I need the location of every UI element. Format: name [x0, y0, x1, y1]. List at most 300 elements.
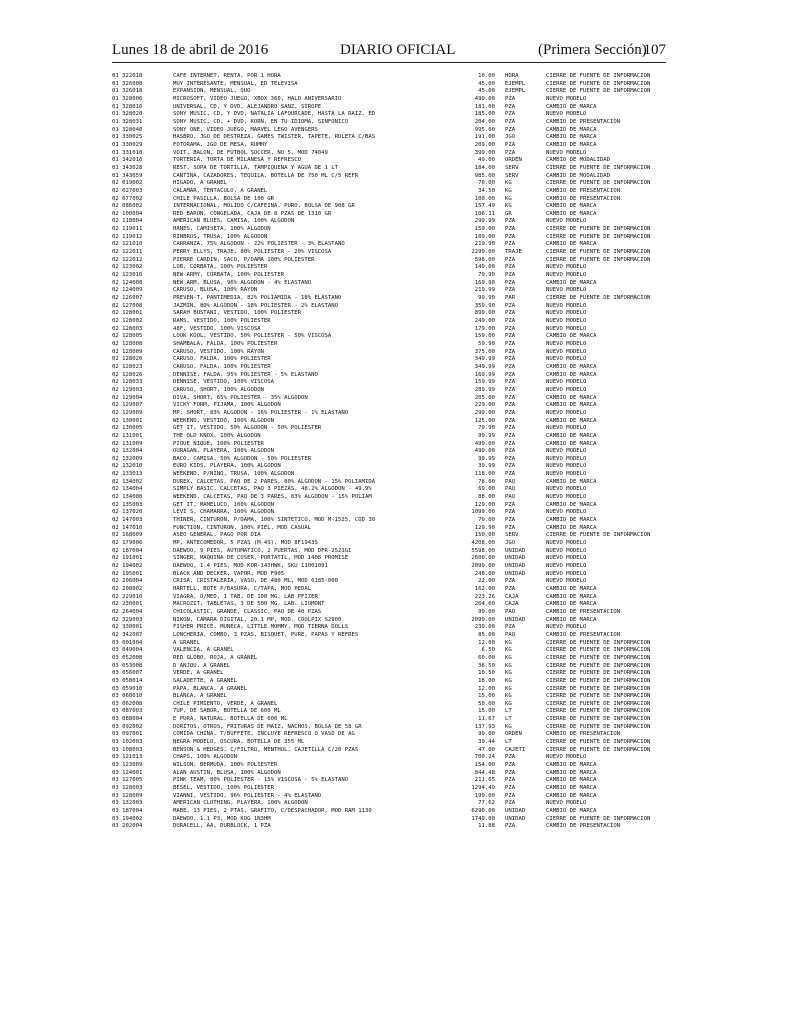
table-row: [112, 127, 672, 135]
row-unit: PZA: [505, 333, 516, 340]
row-description: PIQUE NIQUE, 100% POLIESTER: [173, 440, 264, 447]
row-unit: PZA: [505, 432, 516, 439]
row-price: 50.00: [478, 700, 495, 707]
table-row: [112, 249, 672, 257]
row-price: 69.00: [478, 486, 495, 493]
row-reason: CAMBIO DE PRESENTACION: [546, 195, 621, 202]
row-reason: CAMBIO DE MODALIDAD: [546, 157, 610, 164]
row-code: 02 122011: [112, 249, 143, 256]
row-description: DAEWOO, 1.4 PIES, MOD KOR-143HWK, SKU 11001091: [173, 563, 328, 569]
row-description: A GRANEL: [173, 639, 200, 646]
table-row: [112, 663, 672, 671]
row-unit: KG: [505, 654, 512, 661]
row-code: 02 121010: [112, 241, 143, 248]
row-code: 02 229010: [112, 593, 143, 600]
row-price: 99.00: [478, 608, 495, 615]
row-code: 02 128001: [112, 310, 143, 317]
row-unit: TRAJE: [505, 249, 522, 256]
row-reason: CAMBIO DE MARCA: [546, 785, 597, 792]
row-price: 1294.49: [471, 785, 495, 792]
row-code: 02 342007: [112, 631, 143, 638]
row-price: 159.00: [474, 333, 495, 340]
row-reason: NUEVO MODELO: [546, 356, 587, 363]
row-price: 11.88: [478, 823, 495, 830]
table-row: [112, 793, 672, 801]
row-unit: PZA: [505, 149, 516, 156]
row-code: 02 126007: [112, 295, 143, 302]
row-description: VIANNI, VESTIDO, 96% POLIESTER - 4% ELASTANO: [173, 792, 322, 799]
row-description: DIVA, SHORT, 65% POLIESTER - 35% ALGODON: [173, 394, 308, 401]
row-code: 03 060010: [112, 693, 143, 700]
table-row: [112, 678, 672, 686]
table-row: [112, 157, 672, 165]
row-price: 49.00: [478, 157, 495, 164]
row-code: 03 128009: [112, 792, 143, 799]
row-reason: CAMBIO DE MARCA: [546, 524, 597, 531]
row-reason: NUEVO MODELO: [546, 386, 587, 393]
table-row: [112, 341, 672, 349]
row-code: 02 179006: [112, 540, 143, 547]
row-code: 01 342016: [112, 157, 143, 164]
table-row: [112, 96, 672, 104]
row-code: 02 137020: [112, 509, 143, 516]
row-unit: KG: [505, 693, 512, 700]
row-code: 03 056007: [112, 670, 143, 677]
row-unit: PAQ: [505, 494, 516, 501]
row-reason: CAMBIO DE MARCA: [546, 363, 597, 370]
row-reason: NUEVO MODELO: [546, 340, 587, 347]
row-code: 02 019002: [112, 180, 143, 187]
row-unit: PZA: [505, 409, 516, 416]
table-row: [112, 586, 672, 594]
row-code: 01 330025: [112, 134, 143, 141]
row-price: 150.00: [474, 532, 495, 539]
table-row: [112, 280, 672, 288]
row-code: 01 343059: [112, 172, 143, 179]
row-description: SIMPLY BASIC, CALCETAS, PAQ 3 PIEZAS, 48.2% ALGODON - 49.9%: [173, 486, 372, 493]
table-row: [112, 318, 672, 326]
row-description: LEVI´S, CHAMARRA, 100% ALGODON: [173, 509, 275, 516]
row-code: 03 127005: [112, 777, 143, 784]
row-unit: EJEMPL: [505, 88, 526, 95]
row-code: 02 132004: [112, 448, 143, 455]
row-code: 02 131009: [112, 440, 143, 447]
row-price: 34.50: [478, 187, 495, 194]
table-row: [112, 770, 672, 778]
row-reason: CIERRE DE FUENTE DE INFORMACION: [546, 662, 651, 669]
row-unit: PZA: [505, 103, 516, 110]
row-unit: CAJETI: [505, 746, 526, 753]
table-row: [112, 816, 672, 824]
row-unit: PZA: [505, 340, 516, 347]
row-price: 10.50: [478, 670, 495, 677]
row-description: AMERICAN CLOTHING, PLAYERA, 100% ALGODON: [173, 800, 308, 807]
row-price: 149.00: [474, 264, 495, 271]
row-price: 77.62: [478, 800, 495, 807]
row-code: 03 097001: [112, 731, 143, 738]
row-unit: PZA: [505, 501, 516, 508]
row-description: NEGRA MODELO, OSCURA, BOTELLA DE 355 ML: [173, 739, 305, 746]
row-code: 03 194002: [112, 815, 143, 822]
row-unit: PZA: [505, 394, 516, 401]
row-price: 10.00: [478, 73, 495, 79]
row-reason: NUEVO MODELO: [546, 95, 587, 102]
row-reason: CAMBIO DE MARCA: [546, 769, 597, 776]
table-row: [112, 333, 672, 341]
row-unit: ORDEN: [505, 731, 522, 738]
row-unit: CAJA: [505, 601, 519, 608]
row-reason: CIERRE DE FUENTE DE INFORMACION: [546, 233, 651, 240]
row-price: 399.00: [474, 149, 495, 156]
row-description: RINBROS, TRUSA, 100% ALGODON: [173, 233, 268, 240]
row-code: 02 134008: [112, 494, 143, 501]
row-price: 223.26: [474, 593, 495, 600]
row-code: 02 131001: [112, 432, 143, 439]
row-code: 02 187004: [112, 547, 143, 554]
row-reason: NUEVO MODELO: [546, 540, 587, 547]
row-price: 129.00: [474, 501, 495, 508]
row-description: VIAGRA, O/MED, 1 TAB, DE 100 MG, LAB PFIZER: [173, 593, 318, 600]
row-code: 02 194002: [112, 563, 143, 569]
row-reason: CAMBIO DE MARCA: [546, 440, 597, 447]
row-unit: PZA: [505, 226, 516, 233]
row-price: 375.00: [474, 348, 495, 355]
row-reason: CAMBIO DE MARCA: [546, 371, 597, 378]
header-section: (Primera Sección): [538, 42, 647, 58]
row-reason: CIERRE DE FUENTE DE INFORMACION: [546, 815, 651, 822]
row-price: 2099.00: [471, 616, 495, 623]
row-reason: NUEVO MODELO: [546, 287, 587, 294]
row-code: 02 134002: [112, 478, 143, 485]
row-price: 1099.00: [471, 509, 495, 516]
row-code: 02 329003: [112, 616, 143, 623]
row-description: INTERNACIONAL, MOLIDO C/CAFEINA, PURO, BOLSA DE 908 GR: [173, 203, 355, 210]
row-description: CANTINA, CAZADORES, TEQUILA, BOTELLA DE 750 ML C/5 REFR: [173, 172, 359, 179]
row-description: BLACK AND DECKER, VAPOR, MOD F905: [173, 570, 285, 577]
row-reason: CIERRE DE FUENTE DE INFORMACION: [546, 73, 651, 79]
row-description: CARUSO, FALDA, 100% POLIESTER: [173, 363, 271, 370]
row-price: 184.00: [474, 164, 495, 171]
row-unit: PZA: [505, 785, 516, 792]
row-code: 01 326018: [112, 88, 143, 95]
row-description: EURO KIDS, PLAYERA, 100% ALGODON: [173, 463, 281, 470]
row-reason: NUEVO MODELO: [546, 325, 587, 332]
row-code: 01 328040: [112, 126, 143, 133]
table-row: [112, 395, 672, 403]
row-unit: PZA: [505, 379, 516, 386]
row-price: 78.00: [478, 478, 495, 485]
row-reason: NUEVO MODELO: [546, 264, 587, 271]
row-price: 499.00: [474, 440, 495, 447]
row-unit: PZA: [505, 318, 516, 324]
row-reason: CIERRE DE FUENTE DE INFORMACION: [546, 249, 651, 256]
row-reason: CIERRE DE FUENTE DE INFORMACION: [546, 80, 651, 87]
row-price: 79.00: [478, 517, 495, 524]
row-reason: CAMBIO DE MARCA: [546, 517, 597, 524]
table-row: [112, 226, 672, 234]
row-price: 211.65: [474, 777, 495, 784]
row-description: REST, SOPA DE TORTILLA, TAMPIQUEÑA Y AGUA DE 1 LT: [173, 164, 339, 171]
row-code: 01 322018: [112, 73, 143, 79]
row-reason: CAMBIO DE MARCA: [546, 417, 597, 424]
row-code: 02 128008: [112, 340, 143, 347]
row-unit: PZA: [505, 800, 516, 807]
row-code: 02 330001: [112, 624, 143, 631]
row-description: MACROZIT, TABLETAS, 3 DE 500 MG, LAB. LIOMONT: [173, 601, 325, 608]
row-reason: CAMBIO DE PRESENTACION: [546, 823, 621, 830]
row-description: 7UP, DE SABOR, BOTELLA DE 600 ML: [173, 708, 281, 715]
row-description: GET IT, MAMELUCO, 100% ALGODON: [173, 501, 275, 508]
table-row: [112, 808, 672, 816]
row-code: 02 133013: [112, 471, 143, 478]
row-unit: PAQ: [505, 608, 516, 615]
row-reason: CIERRE DE FUENTE DE INFORMACION: [546, 88, 651, 95]
row-unit: PZA: [505, 241, 516, 248]
row-description: SONY ONE, VIDEO JUEGO, MARVEL LEGO AVENGERS: [173, 126, 318, 133]
row-code: 02 147003: [112, 517, 143, 524]
row-description: DORITOS, OTROS, FRITURAS DE MAIZ, NACHOS, BOLSA DE 58 GR: [173, 723, 362, 730]
row-description: CAFE INTERNET, RENTA, POR 1 HORA: [173, 73, 281, 79]
table-row: [112, 180, 672, 188]
row-unit: PZA: [505, 272, 516, 279]
row-code: 02 135003: [112, 501, 143, 508]
row-code: 02 077002: [112, 195, 143, 202]
row-description: ASEO GENERAL, PAGO POR DIA: [173, 532, 261, 539]
table-row: [112, 448, 672, 456]
row-unit: PZA: [505, 371, 516, 378]
row-code: 02 127008: [112, 302, 143, 309]
row-unit: SERV: [505, 164, 519, 171]
row-description: E PURA, NATURAL, BOTELLA DE 600 ML: [173, 716, 288, 723]
row-description: JAZMIN, 80% ALGODON - 18% POLIESTER - 2% ELASTANO: [173, 302, 339, 309]
table-row: [112, 111, 672, 119]
row-price: 159.99: [474, 379, 495, 386]
table-row: [112, 463, 672, 471]
row-code: 03 092002: [112, 723, 143, 730]
table-row: [112, 81, 672, 89]
row-price: 985.00: [474, 172, 495, 179]
row-code: 02 124008: [112, 279, 143, 286]
row-code: 02 123002: [112, 264, 143, 271]
row-unit: PZA: [505, 310, 516, 317]
row-code: 02 195001: [112, 570, 143, 577]
row-reason: NUEVO MODELO: [546, 379, 587, 386]
table-row: [112, 257, 672, 265]
row-price: 79.90: [478, 425, 495, 432]
row-reason: NUEVO MODELO: [546, 570, 587, 577]
row-description: PREVEN-T, PANTIMEDIA, 82% POLIAMIDA - 18% ELASTANO: [173, 295, 342, 302]
table-row: [112, 203, 672, 211]
row-description: VERDE, A GRANEL: [173, 670, 224, 677]
table-row: [112, 708, 672, 716]
table-row: [112, 486, 672, 494]
row-description: LOOK KOOL, VESTIDO, 50% POLIESTER - 50% VISCOSA: [173, 333, 332, 340]
row-description: HANES, CAMISETA, 100% ALGODON: [173, 226, 271, 233]
row-price: 359.90: [474, 302, 495, 309]
row-price: 204.00: [474, 118, 495, 125]
table-row: [112, 211, 672, 219]
row-reason: CAMBIO DE MARCA: [546, 402, 597, 409]
row-reason: CIERRE DE FUENTE DE INFORMACION: [546, 739, 651, 746]
row-reason: NUEVO MODELO: [546, 348, 587, 355]
row-description: MUY INTERESANTE, MENSUAL, ED TELEVISA: [173, 80, 298, 87]
row-reason: NUEVO MODELO: [546, 310, 587, 317]
row-description: D´ANJOU, A GRANEL: [173, 662, 231, 669]
row-code: 02 128020: [112, 356, 143, 363]
row-reason: NUEVO MODELO: [546, 547, 587, 554]
row-description: DENNISE, FALDA, 95% POLIESTER - 5% ELASTANO: [173, 371, 318, 378]
row-unit: LT: [505, 716, 512, 723]
row-price: 99.00: [478, 731, 495, 738]
row-unit: PZA: [505, 325, 516, 332]
row-reason: CAMBIO DE MARCA: [546, 126, 597, 133]
row-description: OURAGAN, PLAYERA, 100% ALGODON: [173, 448, 275, 455]
row-description: TORTERIA, TORTA DE MILANESA Y REFRESCO: [173, 157, 301, 164]
table-row: [112, 150, 672, 158]
table-row: [112, 272, 672, 280]
row-price: 39.44: [478, 739, 495, 746]
row-unit: PZA: [505, 823, 516, 830]
table-row: [112, 525, 672, 533]
row-unit: KG: [505, 677, 512, 684]
row-reason: CIERRE DE FUENTE DE INFORMACION: [546, 670, 651, 677]
row-price: 36.50: [478, 662, 495, 669]
row-reason: CAMBIO DE PRESENTACION: [546, 118, 621, 125]
row-description: SHAMBALA, FALDA, 100% POLIESTER: [173, 340, 278, 347]
row-price: 264.60: [474, 601, 495, 608]
row-price: 99.99: [478, 455, 495, 462]
row-reason: CAMBIO DE PRESENTACION: [546, 187, 621, 194]
row-reason: NUEVO MODELO: [546, 463, 587, 470]
row-price: 219.99: [474, 287, 495, 294]
row-reason: NUEVO MODELO: [546, 555, 587, 562]
row-price: 118.00: [474, 471, 495, 478]
row-description: VICKY FORM, PIJAMA, 100% ALGODON: [173, 402, 281, 409]
row-price: 79.90: [478, 272, 495, 279]
table-row: [112, 739, 672, 747]
row-reason: NUEVO MODELO: [546, 272, 587, 279]
table-row: [112, 494, 672, 502]
row-code: 03 128003: [112, 785, 143, 792]
row-code: 02 208002: [112, 585, 143, 592]
row-code: 01 326008: [112, 80, 143, 87]
table-row: [112, 372, 672, 380]
table-row: [112, 777, 672, 785]
row-reason: CAMBIO DE MARCA: [546, 203, 597, 210]
row-description: CRISA, CRISTALERIA, VASO, DE 480 ML, MOD 6185-000: [173, 578, 339, 585]
row-unit: PZA: [505, 455, 516, 462]
row-code: 02 132009: [112, 455, 143, 462]
row-code: 01 330029: [112, 141, 143, 148]
table-row: [112, 762, 672, 770]
row-reason: NUEVO MODELO: [546, 800, 587, 807]
table-row: [112, 456, 672, 464]
row-unit: PAQ: [505, 486, 516, 493]
row-price: 249.00: [474, 318, 495, 324]
row-price: 15.00: [478, 693, 495, 700]
row-unit: PAQ: [505, 631, 516, 638]
row-description: HASBRO, JGO DE DESTREZA, GAMES TWISTER, TAPETE, RULETA C/BAS: [173, 134, 376, 141]
row-code: 02 191001: [112, 555, 143, 562]
row-price: 70.00: [478, 180, 495, 187]
row-reason: CAMBIO DE MARCA: [546, 478, 597, 485]
row-unit: KG: [505, 647, 512, 654]
row-unit: PZA: [505, 279, 516, 286]
row-unit: SERV: [505, 172, 519, 179]
row-reason: CIERRE DE FUENTE DE INFORMACION: [546, 647, 651, 654]
row-code: 02 230001: [112, 601, 143, 608]
row-description: WEEKEND, VESTIDO, 100% ALGODON: [173, 417, 275, 424]
row-code: 03 001004: [112, 639, 143, 646]
table-row: [112, 303, 672, 311]
row-price: 18.00: [478, 677, 495, 684]
row-description: WEEKEND, CALCETAS, PAQ DE 3 PARES, 83% ALGODON - 15% POLIAM: [173, 494, 372, 501]
row-price: 499.00: [474, 448, 495, 455]
row-price: 289.99: [474, 386, 495, 393]
row-unit: KG: [505, 180, 512, 187]
row-unit: KG: [505, 700, 512, 707]
row-price: 1749.00: [471, 815, 495, 822]
row-price: 88.00: [478, 494, 495, 501]
row-unit: PZA: [505, 302, 516, 309]
row-unit: JGO: [505, 134, 516, 141]
row-reason: NUEVO MODELO: [546, 624, 587, 631]
row-price: 6.50: [481, 647, 495, 654]
row-unit: PZA: [505, 111, 516, 118]
row-reason: CIERRE DE FUENTE DE INFORMACION: [546, 180, 651, 187]
row-reason: NUEVO MODELO: [546, 409, 587, 416]
row-description: NIKON, CAMARA DIGITAL, 20.1 MP, MOD. COOLPIX S2900: [173, 616, 342, 623]
row-unit: PZA: [505, 287, 516, 294]
row-code: 03 124001: [112, 769, 143, 776]
row-unit: PZA: [505, 777, 516, 784]
row-unit: PZA: [505, 440, 516, 447]
row-code: 02 206004: [112, 578, 143, 585]
row-code: 02 119011: [112, 226, 143, 233]
row-description: BLANCA, A GRANEL: [173, 693, 227, 700]
row-price: 5598.00: [471, 547, 495, 554]
row-description: CALAMAR, TENTACULO, A GRANEL: [173, 187, 268, 194]
table-row: [112, 609, 672, 617]
row-unit: GR: [505, 210, 512, 217]
table-row: [112, 617, 672, 625]
row-unit: PAQ: [505, 478, 516, 485]
row-code: 02 129003: [112, 386, 143, 393]
row-code: 02 264004: [112, 608, 143, 615]
row-unit: HORA: [505, 73, 519, 79]
row-reason: CIERRE DE FUENTE DE INFORMACION: [546, 723, 651, 730]
row-reason: NUEVO MODELO: [546, 754, 587, 761]
row-price: 45.00: [478, 88, 495, 95]
row-unit: PZA: [505, 348, 516, 355]
row-code: 03 087003: [112, 708, 143, 715]
row-description: CARUSO, SHORT, 100% ALGODON: [173, 386, 264, 393]
row-code: 03 053008: [112, 662, 143, 669]
row-code: 02 134004: [112, 486, 143, 493]
row-description: 48F, VESTIDO, 100% VISCOSA: [173, 325, 261, 332]
table-row: [112, 88, 672, 96]
table-row: [112, 218, 672, 226]
row-description: HIGADO, A GRANEL: [173, 180, 227, 187]
table-row: [112, 387, 672, 395]
row-unit: PZA: [505, 417, 516, 424]
row-code: 03 088004: [112, 716, 143, 723]
row-reason: CAMBIO DE MARCA: [546, 279, 597, 286]
table-row: [112, 563, 672, 571]
row-description: RED BARON, CONGELADA, CAJA DE 8 PZAS DE 1310 GR: [173, 210, 332, 217]
row-price: 159.00: [474, 226, 495, 233]
row-reason: CAMBIO DE MARCA: [546, 141, 597, 148]
